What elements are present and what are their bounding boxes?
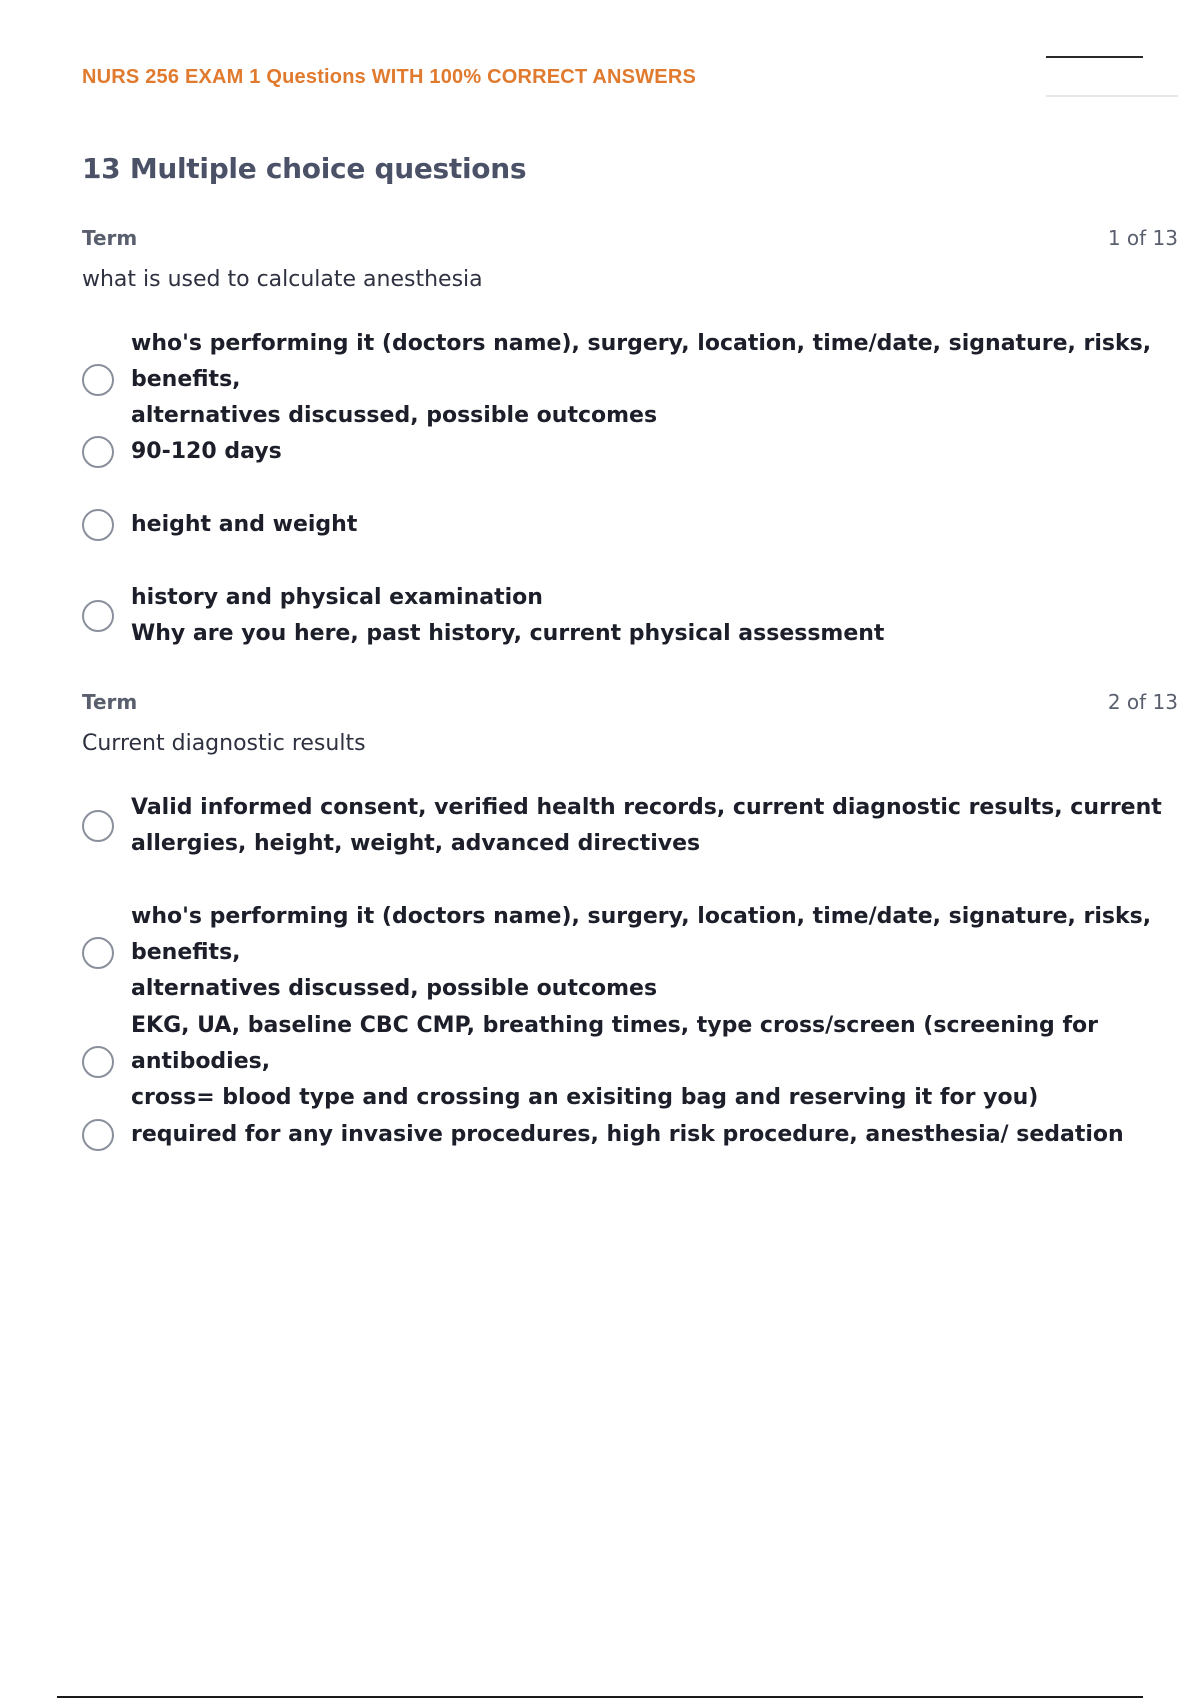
radio-circle-icon[interactable] (82, 810, 114, 842)
answer-text: who's performing it (doctors name), surgery, location, time/date, signature, risks, benefits, alternatives discussed, possible outcomes (131, 904, 1152, 1001)
answer-option[interactable] (82, 790, 1178, 862)
radio-circle-icon[interactable] (82, 937, 114, 969)
answer-option[interactable] (82, 434, 1178, 470)
question-card (82, 690, 1178, 1170)
question-counter: 2 of 13 (1107, 690, 1178, 714)
answer-text: who's performing it (doctors name), surgery, location, time/date, signature, risks, benefits, alternatives discussed, possible outcomes (131, 331, 1152, 428)
answer-text: 90-120 days (131, 439, 282, 464)
radio-circle-icon[interactable] (82, 600, 114, 632)
question-header (82, 690, 1178, 718)
radio-circle-icon[interactable] (82, 509, 114, 541)
question-prompt: Current diagnostic results (82, 731, 366, 756)
answer-text: history and physical examination Why are you here, past history, current physical assessment (131, 585, 885, 646)
top-right-faint-rule (1046, 95, 1178, 97)
radio-circle-icon[interactable] (82, 364, 114, 396)
answer-text: Valid informed consent, verified health records, current diagnostic results, current allergies, height, weight, advanced directives (131, 795, 1162, 856)
question-header (82, 226, 1178, 254)
top-right-rule (1046, 56, 1143, 58)
question-counter: 1 of 13 (1107, 226, 1178, 250)
answer-option[interactable] (82, 1117, 1178, 1153)
answer-text: required for any invasive procedures, high risk procedure, anesthesia/ sedation (131, 1122, 1124, 1147)
question-card (82, 226, 1178, 646)
question-prompt: what is used to calculate anesthesia (82, 267, 483, 292)
answer-option[interactable] (82, 899, 1178, 1007)
term-label: Term (82, 690, 138, 714)
answer-option[interactable] (82, 326, 1178, 434)
document-header: NURS 256 EXAM 1 Questions WITH 100% CORRECT ANSWERS (82, 66, 697, 88)
set-title: 13 Multiple choice questions (82, 152, 527, 185)
answer-option[interactable] (82, 1008, 1178, 1116)
footer-rule (57, 1696, 1143, 1698)
answer-option[interactable] (82, 507, 1178, 543)
radio-circle-icon[interactable] (82, 436, 114, 468)
answer-option[interactable] (82, 580, 1178, 652)
term-label: Term (82, 226, 138, 250)
radio-circle-icon[interactable] (82, 1046, 114, 1078)
answer-text: EKG, UA, baseline CBC CMP, breathing times, type cross/screen (screening for antibodies, cross= blood type and crossing an exisiting bag and reserving it for you) (131, 1013, 1099, 1110)
radio-circle-icon[interactable] (82, 1119, 114, 1151)
answer-text: height and weight (131, 512, 358, 537)
